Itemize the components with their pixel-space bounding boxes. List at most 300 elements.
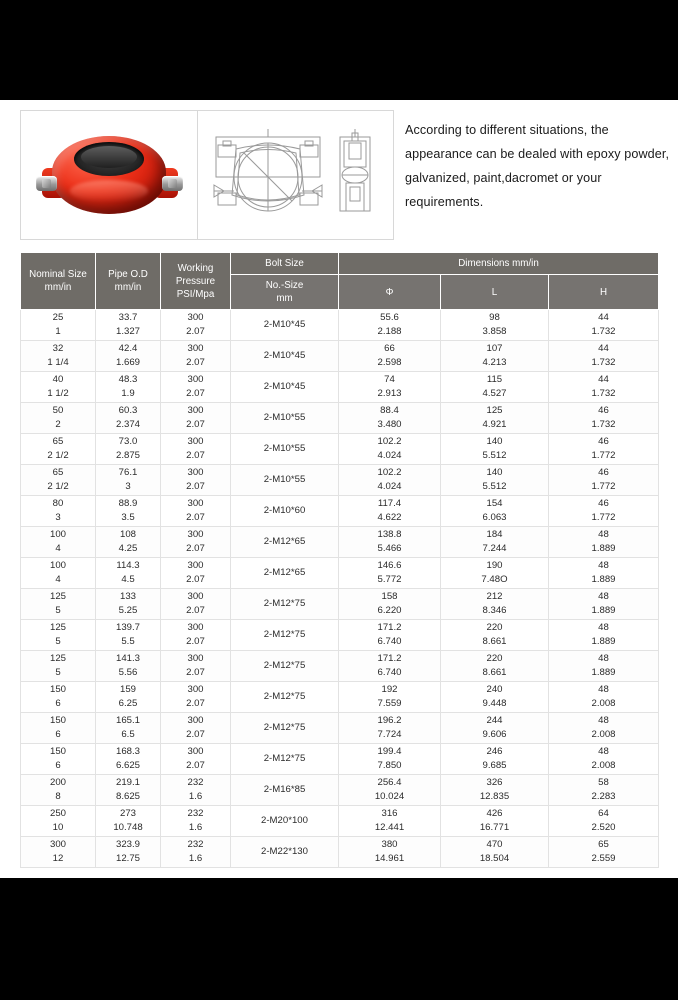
cell-working-pressure-mm: 300 — [187, 715, 204, 726]
cell-working-pressure-in: 2.07 — [186, 357, 205, 368]
cell-nominal-size-in: 2 — [55, 419, 61, 430]
cell-dim-phi — [339, 713, 441, 744]
cell-dim-h-in: 2.008 — [591, 760, 616, 771]
cell-dim-l-mm: 244 — [486, 715, 503, 726]
cell-dim-phi — [339, 589, 441, 620]
cell-working-pressure — [161, 403, 231, 434]
cell-nominal-size-in: 12 — [52, 853, 64, 864]
col-header-working-pressure-line2: Pressure — [175, 275, 216, 287]
cell-dim-h-mm: 48 — [598, 622, 609, 633]
cell-dim-phi-mm: 117.4 — [377, 498, 402, 509]
cell-working-pressure-in: 2.07 — [186, 698, 205, 709]
cell-dim-h — [549, 310, 659, 341]
cell-dim-phi-in: 4.024 — [377, 450, 402, 461]
cell-dim-phi-in: 14.961 — [374, 853, 405, 864]
cell-dim-l-mm: 140 — [486, 436, 503, 447]
cell-dim-phi-mm: 138.8 — [377, 529, 402, 540]
cell-working-pressure — [161, 775, 231, 806]
cell-working-pressure — [161, 682, 231, 713]
cell-dim-h — [549, 496, 659, 527]
cell-dim-l-in: 5.512 — [482, 481, 507, 492]
cell-working-pressure-in: 2.07 — [186, 667, 205, 678]
cell-dim-h — [549, 713, 659, 744]
cell-working-pressure-in: 2.07 — [186, 481, 205, 492]
cell-dim-h — [549, 651, 659, 682]
cell-pipe-od — [96, 620, 161, 651]
cell-working-pressure-mm: 232 — [187, 777, 204, 788]
col-subheader-phi: Φ — [339, 275, 441, 310]
cell-dim-h — [549, 558, 659, 589]
col-subheader-bolt-line1: No.-Size — [265, 280, 304, 291]
cell-bolt-size: 2-M12*75 — [231, 620, 339, 651]
cell-dim-l-in: 8.346 — [482, 605, 507, 616]
cell-dim-h-mm: 64 — [598, 808, 609, 819]
cell-bolt-size: 2-M10*55 — [231, 403, 339, 434]
cell-dim-phi — [339, 651, 441, 682]
cell-pipe-od-mm: 159 — [119, 684, 136, 695]
cell-working-pressure-mm: 300 — [187, 529, 204, 540]
cell-pipe-od — [96, 434, 161, 465]
cell-dim-phi — [339, 527, 441, 558]
cell-working-pressure-mm: 300 — [187, 343, 204, 354]
cell-bolt-size: 2-M10*45 — [231, 372, 339, 403]
cell-nominal-size-in: 5 — [55, 605, 61, 616]
cell-nominal-size-mm: 65 — [52, 436, 64, 447]
table-row — [21, 341, 659, 372]
cell-pipe-od-mm: 42.4 — [118, 343, 138, 354]
specification-table — [20, 252, 659, 868]
cell-dim-h-in: 1.772 — [591, 481, 616, 492]
cell-nominal-size-mm: 150 — [49, 715, 66, 726]
cell-working-pressure — [161, 496, 231, 527]
cell-dim-h-mm: 44 — [598, 343, 609, 354]
cell-nominal-size-mm: 150 — [49, 684, 66, 695]
cell-bolt-size: 2-M10*55 — [231, 434, 339, 465]
cell-bolt-size: 2-M12*75 — [231, 682, 339, 713]
cell-nominal-size — [21, 341, 96, 372]
cell-pipe-od — [96, 496, 161, 527]
cell-dim-h-in: 2.559 — [591, 853, 616, 864]
cell-working-pressure-in: 2.07 — [186, 450, 205, 461]
cell-nominal-size-in: 4 — [55, 543, 61, 554]
coupling-bolt-right — [162, 176, 183, 191]
cell-dim-phi — [339, 403, 441, 434]
cell-dim-l — [441, 496, 549, 527]
col-header-nominal-size — [21, 253, 96, 310]
cell-dim-l — [441, 775, 549, 806]
cell-nominal-size — [21, 775, 96, 806]
cell-nominal-size — [21, 434, 96, 465]
media-row — [20, 110, 670, 240]
cell-dim-l-in: 6.063 — [482, 512, 507, 523]
table-row — [21, 434, 659, 465]
table-row — [21, 465, 659, 496]
cell-pipe-od-mm: 88.9 — [118, 498, 138, 509]
cell-dim-l — [441, 651, 549, 682]
cell-dim-l-mm: 326 — [486, 777, 503, 788]
cell-working-pressure-in: 1.6 — [188, 853, 203, 864]
cell-working-pressure-mm: 300 — [187, 653, 204, 664]
cell-pipe-od-in: 6.625 — [115, 760, 140, 771]
cell-working-pressure — [161, 434, 231, 465]
cell-nominal-size-mm: 125 — [49, 622, 66, 633]
table-row — [21, 372, 659, 403]
cell-dim-h-in: 1.889 — [591, 543, 616, 554]
cell-nominal-size — [21, 372, 96, 403]
cell-nominal-size-mm: 100 — [49, 560, 66, 571]
cell-working-pressure — [161, 372, 231, 403]
cell-nominal-size-mm: 125 — [49, 591, 66, 602]
cell-pipe-od — [96, 837, 161, 868]
cell-dim-phi-mm: 102.2 — [377, 436, 402, 447]
cell-dim-h — [549, 527, 659, 558]
cell-dim-h-mm: 48 — [598, 715, 609, 726]
cell-dim-l — [441, 558, 549, 589]
col-header-pipe-od-line2: mm/in — [114, 282, 142, 293]
cell-dim-phi-in: 6.220 — [377, 605, 402, 616]
cell-nominal-size — [21, 527, 96, 558]
cell-dim-phi-mm: 158 — [381, 591, 398, 602]
cell-nominal-size — [21, 310, 96, 341]
coupling-gasket-inner — [81, 146, 137, 168]
cell-dim-l-in: 9.606 — [482, 729, 507, 740]
cell-working-pressure — [161, 837, 231, 868]
col-header-working-pressure-line1: Working — [177, 262, 214, 274]
cell-pipe-od-in: 5.25 — [118, 605, 138, 616]
table-row — [21, 651, 659, 682]
cell-working-pressure-in: 2.07 — [186, 605, 205, 616]
cell-dim-h-mm: 48 — [598, 529, 609, 540]
cell-pipe-od — [96, 527, 161, 558]
cell-dim-phi — [339, 558, 441, 589]
cell-dim-phi-mm: 380 — [381, 839, 398, 850]
cell-dim-l-in: 4.921 — [482, 419, 507, 430]
cell-dim-h-mm: 46 — [598, 436, 609, 447]
cell-dim-h-mm: 58 — [598, 777, 609, 788]
cell-dim-phi-in: 4.024 — [377, 481, 402, 492]
cell-working-pressure-in: 1.6 — [188, 791, 203, 802]
col-header-dimensions: Dimensions mm/in — [339, 253, 659, 275]
cell-dim-phi-in: 7.724 — [377, 729, 402, 740]
cell-dim-l — [441, 620, 549, 651]
cell-nominal-size-mm: 32 — [52, 343, 64, 354]
cell-nominal-size-in: 6 — [55, 698, 61, 709]
table-row — [21, 837, 659, 868]
cell-nominal-size-mm: 300 — [49, 839, 66, 850]
cell-dim-l-in: 4.527 — [482, 388, 507, 399]
cell-dim-phi — [339, 744, 441, 775]
cell-dim-h — [549, 341, 659, 372]
cell-nominal-size-mm: 125 — [49, 653, 66, 664]
cell-dim-h-in: 2.008 — [591, 698, 616, 709]
cell-nominal-size-in: 1 1/2 — [47, 388, 69, 399]
cell-dim-h-mm: 46 — [598, 405, 609, 416]
cell-pipe-od-in: 12.75 — [115, 853, 140, 864]
cell-working-pressure-mm: 300 — [187, 467, 204, 478]
col-header-nominal-size-line2: mm/in — [44, 282, 72, 293]
cell-dim-l-mm: 246 — [486, 746, 503, 757]
cell-dim-h-in: 2.008 — [591, 729, 616, 740]
cell-nominal-size — [21, 589, 96, 620]
cell-bolt-size: 2-M10*60 — [231, 496, 339, 527]
cell-working-pressure-mm: 300 — [187, 684, 204, 695]
cell-working-pressure — [161, 589, 231, 620]
cell-pipe-od-in: 2.374 — [115, 419, 140, 430]
cell-dim-l-in: 8.661 — [482, 667, 507, 678]
cell-dim-phi-mm: 196.2 — [377, 715, 402, 726]
cell-dim-phi-in: 7.850 — [377, 760, 402, 771]
cell-dim-l-mm: 98 — [489, 312, 500, 323]
cell-dim-l-in: 7.244 — [482, 543, 507, 554]
cell-dim-h-in: 1.889 — [591, 574, 616, 585]
finish-description: According to different situations, the appearance can be dealed with epoxy powder, galvanized, paint,dacromet or your requirements. — [405, 123, 670, 209]
cell-dim-h — [549, 589, 659, 620]
cell-dim-h-in: 1.889 — [591, 636, 616, 647]
cell-dim-h-mm: 65 — [598, 839, 609, 850]
cell-dim-phi — [339, 775, 441, 806]
cell-working-pressure — [161, 806, 231, 837]
cell-nominal-size-mm: 250 — [49, 808, 66, 819]
cell-pipe-od-mm: 76.1 — [118, 467, 138, 478]
cell-dim-l — [441, 682, 549, 713]
col-header-pipe-od — [96, 253, 161, 310]
cell-dim-h-mm: 48 — [598, 591, 609, 602]
cell-nominal-size-in: 8 — [55, 791, 61, 802]
cell-pipe-od-mm: 108 — [119, 529, 136, 540]
cell-dim-h-in: 1.732 — [591, 388, 616, 399]
cell-dim-phi-in: 5.466 — [377, 543, 402, 554]
table-row — [21, 403, 659, 434]
cell-working-pressure-in: 2.07 — [186, 326, 205, 337]
cell-working-pressure-mm: 300 — [187, 374, 204, 385]
cell-dim-l-in: 4.213 — [482, 357, 507, 368]
cell-dim-phi — [339, 496, 441, 527]
cell-nominal-size — [21, 837, 96, 868]
cell-dim-h-in: 1.732 — [591, 326, 616, 337]
cell-nominal-size-in: 2 1/2 — [47, 481, 69, 492]
cell-pipe-od-in: 1.327 — [115, 326, 140, 337]
specification-table-body — [21, 310, 659, 868]
table-row — [21, 744, 659, 775]
cell-pipe-od-in: 10.748 — [113, 822, 143, 833]
cell-bolt-size: 2-M16*85 — [231, 775, 339, 806]
table-row — [21, 589, 659, 620]
cell-working-pressure-in: 1.6 — [188, 822, 203, 833]
cell-dim-phi-in: 2.188 — [377, 326, 402, 337]
cell-pipe-od — [96, 713, 161, 744]
cell-nominal-size-mm: 50 — [52, 405, 64, 416]
cell-working-pressure-in: 2.07 — [186, 760, 205, 771]
cell-pipe-od-mm: 219.1 — [115, 777, 140, 788]
cell-pipe-od-mm: 48.3 — [118, 374, 138, 385]
cell-nominal-size-mm: 100 — [49, 529, 66, 540]
cell-dim-h — [549, 775, 659, 806]
cell-pipe-od — [96, 682, 161, 713]
cell-dim-h-mm: 48 — [598, 653, 609, 664]
cell-nominal-size-in: 5 — [55, 636, 61, 647]
cell-working-pressure-in: 2.07 — [186, 543, 205, 554]
cell-pipe-od-in: 1.9 — [121, 388, 135, 399]
product-photo-frame — [20, 110, 198, 240]
cell-bolt-size: 2-M12*75 — [231, 713, 339, 744]
cell-working-pressure — [161, 558, 231, 589]
cell-working-pressure — [161, 310, 231, 341]
cell-pipe-od-in: 5.56 — [118, 667, 138, 678]
cell-pipe-od-mm: 273 — [119, 808, 136, 819]
cell-dim-l — [441, 527, 549, 558]
technical-drawing-icon — [206, 119, 386, 231]
technical-drawing-frame — [198, 110, 394, 240]
cell-dim-l-mm: 212 — [486, 591, 503, 602]
cell-bolt-size: 2-M12*75 — [231, 651, 339, 682]
cell-nominal-size-in: 1 — [55, 326, 61, 337]
cell-dim-l-mm: 220 — [486, 653, 503, 664]
cell-pipe-od-mm: 141.3 — [115, 653, 140, 664]
cell-pipe-od-mm: 165.1 — [115, 715, 140, 726]
cell-pipe-od — [96, 775, 161, 806]
cell-nominal-size-mm: 150 — [49, 746, 66, 757]
cell-dim-l — [441, 744, 549, 775]
cell-dim-phi-mm: 256.4 — [377, 777, 402, 788]
table-row — [21, 713, 659, 744]
cell-working-pressure-mm: 232 — [187, 808, 204, 819]
cell-working-pressure-in: 2.07 — [186, 729, 205, 740]
cell-dim-phi-in: 7.559 — [377, 698, 402, 709]
cell-nominal-size — [21, 465, 96, 496]
cell-dim-l-mm: 190 — [486, 560, 503, 571]
cell-dim-h-mm: 48 — [598, 746, 609, 757]
col-subheader-h: H — [549, 275, 659, 310]
cell-dim-l — [441, 465, 549, 496]
cell-nominal-size — [21, 403, 96, 434]
cell-dim-l — [441, 589, 549, 620]
cell-nominal-size — [21, 651, 96, 682]
cell-working-pressure-mm: 300 — [187, 591, 204, 602]
cell-bolt-size: 2-M20*100 — [231, 806, 339, 837]
cell-dim-phi — [339, 682, 441, 713]
table-header-row-1 — [21, 253, 659, 275]
cell-dim-h-in: 1.772 — [591, 450, 616, 461]
cell-nominal-size-in: 3 — [55, 512, 61, 523]
cell-dim-l-mm: 125 — [486, 405, 503, 416]
cell-pipe-od — [96, 372, 161, 403]
cell-dim-phi — [339, 434, 441, 465]
coupling-highlight — [70, 180, 148, 202]
cell-dim-h — [549, 837, 659, 868]
cell-nominal-size-mm: 65 — [52, 467, 64, 478]
cell-dim-l-mm: 107 — [486, 343, 503, 354]
cell-dim-h-in: 1.889 — [591, 605, 616, 616]
table-row — [21, 775, 659, 806]
cell-dim-h — [549, 403, 659, 434]
cell-pipe-od-in: 1.669 — [115, 357, 140, 368]
cell-working-pressure-mm: 300 — [187, 746, 204, 757]
cell-dim-h — [549, 434, 659, 465]
cell-dim-h-mm: 44 — [598, 312, 609, 323]
cell-dim-h — [549, 465, 659, 496]
cell-pipe-od-in: 8.625 — [115, 791, 140, 802]
col-header-bolt-size: Bolt Size — [231, 253, 339, 275]
cell-nominal-size-mm: 25 — [52, 312, 64, 323]
cell-dim-phi — [339, 806, 441, 837]
cell-working-pressure-in: 2.07 — [186, 636, 205, 647]
table-row — [21, 527, 659, 558]
cell-dim-phi-in: 4.622 — [377, 512, 402, 523]
cell-dim-phi-mm: 316 — [381, 808, 398, 819]
cell-pipe-od-mm: 33.7 — [118, 312, 138, 323]
cell-dim-l-in: 5.512 — [482, 450, 507, 461]
cell-dim-l — [441, 403, 549, 434]
cell-dim-l-in: 9.685 — [482, 760, 507, 771]
cell-dim-h-mm: 48 — [598, 684, 609, 695]
cell-nominal-size — [21, 713, 96, 744]
cell-nominal-size — [21, 558, 96, 589]
cell-working-pressure — [161, 341, 231, 372]
cell-dim-phi-mm: 171.2 — [377, 653, 402, 664]
table-row — [21, 620, 659, 651]
cell-dim-h-in: 1.772 — [591, 512, 616, 523]
cell-nominal-size-mm: 40 — [52, 374, 64, 385]
cell-pipe-od-mm: 323.9 — [115, 839, 140, 850]
cell-dim-phi-mm: 192 — [381, 684, 398, 695]
cell-dim-phi-in: 6.740 — [377, 667, 402, 678]
cell-nominal-size — [21, 744, 96, 775]
col-header-working-pressure — [161, 253, 231, 310]
cell-dim-h-mm: 44 — [598, 374, 609, 385]
cell-working-pressure — [161, 744, 231, 775]
cell-dim-l — [441, 713, 549, 744]
cell-nominal-size — [21, 620, 96, 651]
cell-working-pressure — [161, 527, 231, 558]
cell-dim-l-in: 18.504 — [479, 853, 510, 864]
cell-pipe-od-mm: 139.7 — [115, 622, 140, 633]
cell-bolt-size: 2-M12*65 — [231, 527, 339, 558]
cell-dim-l-mm: 426 — [486, 808, 503, 819]
cell-working-pressure-mm: 232 — [187, 839, 204, 850]
product-spec-page — [0, 100, 678, 878]
cell-dim-l-in: 7.48O — [481, 574, 508, 585]
cell-pipe-od-mm: 60.3 — [118, 405, 138, 416]
cell-nominal-size — [21, 496, 96, 527]
cell-dim-phi-mm: 146.6 — [377, 560, 402, 571]
cell-dim-l-mm: 115 — [486, 374, 503, 385]
cell-dim-h — [549, 682, 659, 713]
cell-dim-l — [441, 837, 549, 868]
col-header-pipe-od-line1: Pipe O.D — [108, 269, 148, 280]
cell-dim-phi-mm: 102.2 — [377, 467, 402, 478]
cell-nominal-size-in: 1 1/4 — [47, 357, 69, 368]
cell-pipe-od — [96, 744, 161, 775]
cell-pipe-od-in: 4.25 — [118, 543, 138, 554]
cell-dim-h — [549, 806, 659, 837]
cell-bolt-size: 2-M22*130 — [231, 837, 339, 868]
cell-pipe-od-mm: 73.0 — [118, 436, 138, 447]
col-header-nominal-size-line1: Nominal Size — [29, 269, 87, 280]
cell-working-pressure-mm: 300 — [187, 622, 204, 633]
cell-dim-l — [441, 434, 549, 465]
cell-bolt-size: 2-M10*45 — [231, 310, 339, 341]
cell-nominal-size-in: 5 — [55, 667, 61, 678]
cell-dim-h-in: 1.732 — [591, 357, 616, 368]
cell-pipe-od-mm: 114.3 — [116, 560, 140, 571]
cell-dim-phi-mm: 199.4 — [377, 746, 402, 757]
coupling-photo-icon — [34, 132, 184, 218]
cell-nominal-size-in: 6 — [55, 729, 61, 740]
cell-working-pressure-in: 2.07 — [186, 574, 205, 585]
cell-dim-h-mm: 46 — [598, 498, 609, 509]
cell-bolt-size: 2-M12*65 — [231, 558, 339, 589]
cell-nominal-size — [21, 806, 96, 837]
